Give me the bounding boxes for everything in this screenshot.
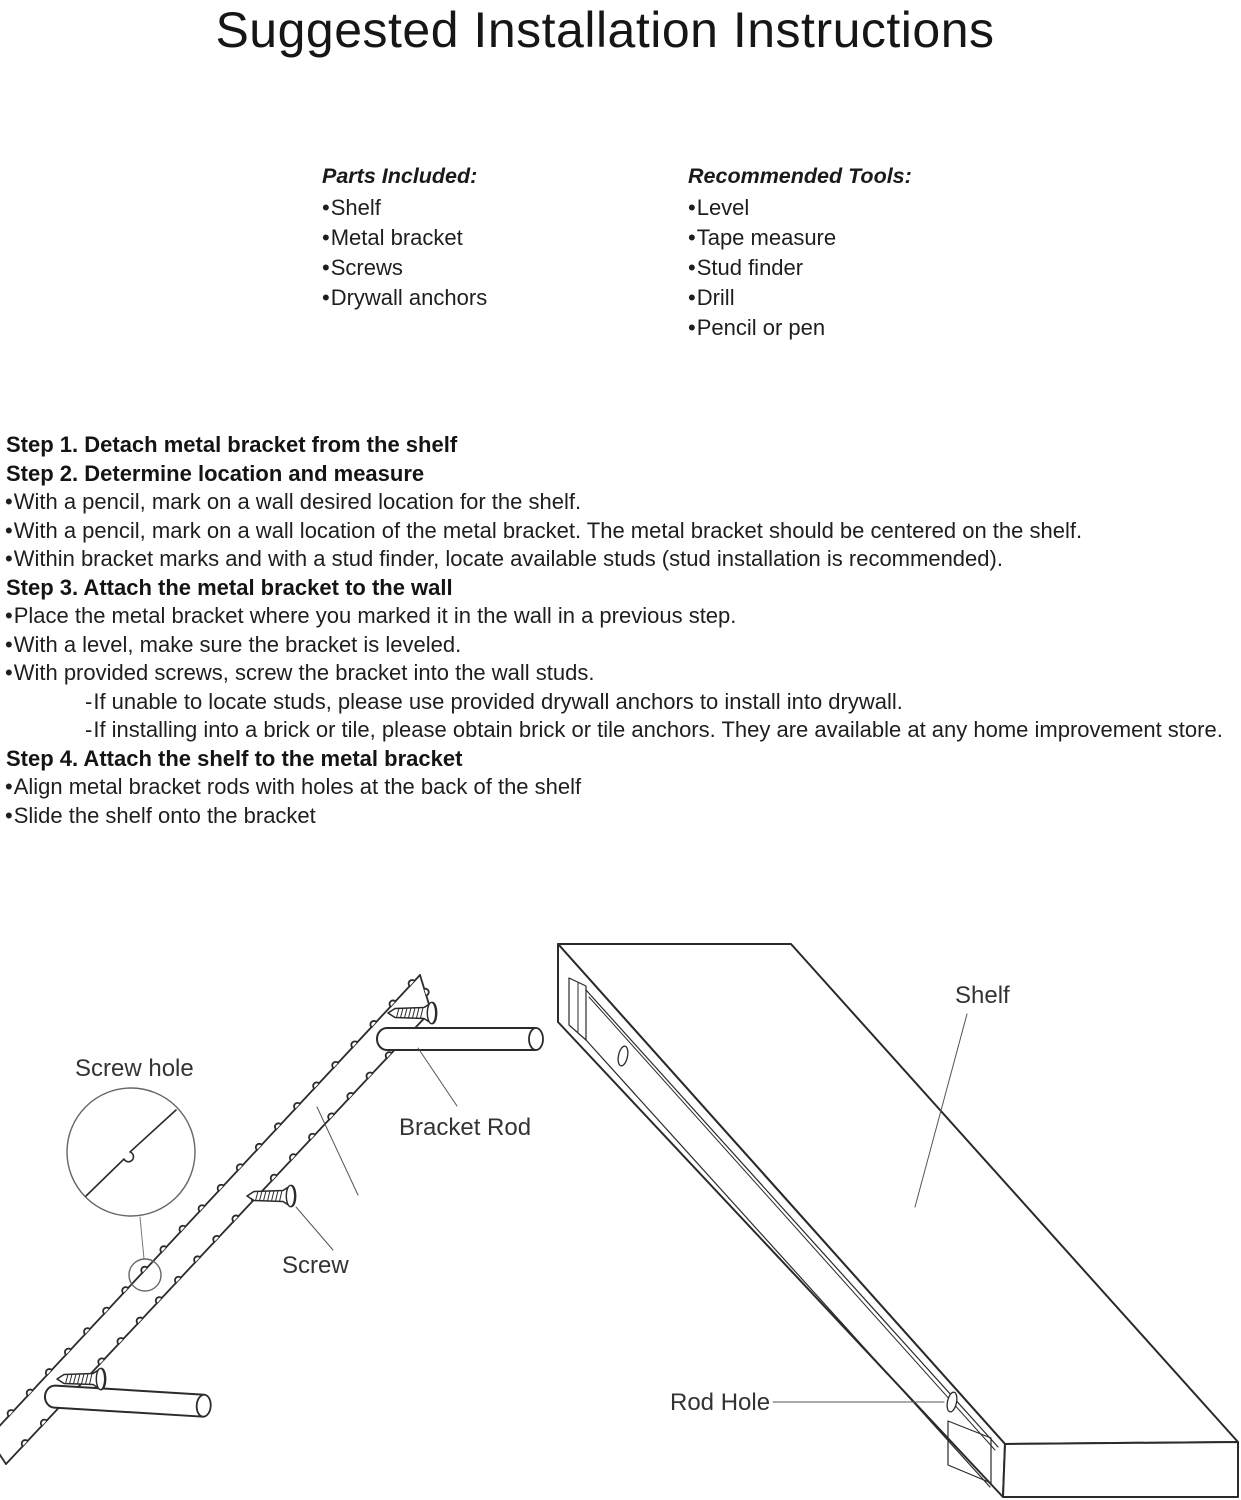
bracket-bottom-cut bbox=[0, 1434, 6, 1464]
step-item bbox=[5, 602, 1241, 631]
step-text: With a level, make sure the bracket is leveled. bbox=[13, 631, 462, 657]
rod-hole-label: Rod Hole bbox=[670, 1389, 771, 1416]
bracket-rod-leader-line bbox=[418, 1048, 457, 1106]
step-text: With provided screws, screw the bracket into the wall studs. bbox=[13, 660, 595, 685]
step-text: Within bracket marks and with a stud finder, locate available studs (stud installation is recommended). bbox=[13, 546, 1003, 571]
step-text: Align metal bracket rods with holes at the back of the shelf bbox=[13, 774, 582, 799]
list-item-label: Level bbox=[696, 195, 750, 220]
step-item bbox=[5, 631, 1241, 660]
step-prefix: - bbox=[85, 688, 93, 714]
list-item bbox=[688, 253, 912, 283]
screw-label: Screw bbox=[282, 1252, 349, 1279]
recommended-tools-list bbox=[688, 163, 912, 343]
list-item bbox=[322, 283, 487, 313]
bracket-upper-edge bbox=[0, 975, 420, 1434]
list-item bbox=[322, 223, 487, 253]
list-item bbox=[688, 313, 912, 343]
step-heading bbox=[5, 745, 1241, 774]
page-title: Suggested Installation Instructions bbox=[215, 2, 995, 58]
shelf-drawing bbox=[558, 944, 1238, 1497]
bullet-glyph: • bbox=[688, 225, 696, 250]
assembly-diagram bbox=[0, 900, 1241, 1500]
magnifier-leader-line bbox=[140, 1217, 144, 1259]
step-prefix: • bbox=[5, 802, 13, 828]
step-item bbox=[5, 488, 1241, 517]
bullet-glyph: • bbox=[322, 285, 330, 310]
step-prefix: • bbox=[5, 546, 13, 571]
step-heading bbox=[5, 431, 1241, 460]
list-item bbox=[322, 253, 487, 283]
bullet-glyph: • bbox=[322, 195, 330, 220]
step-prefix: • bbox=[5, 517, 13, 543]
step-text: Step 2. Determine location and measure bbox=[6, 460, 425, 486]
magnified-screw-hole bbox=[86, 1110, 176, 1196]
step-prefix: • bbox=[5, 603, 13, 628]
step-text: Slide the shelf onto the bracket bbox=[13, 802, 316, 828]
step-text: Step 1. Detach metal bracket from the shelf bbox=[6, 432, 458, 457]
step-item bbox=[5, 716, 1241, 745]
screw-top bbox=[388, 1002, 437, 1023]
list-item bbox=[688, 193, 912, 223]
step-text: If installing into a brick or tile, please obtain brick or tile anchors. They are available at any home improvement store. bbox=[93, 717, 1223, 742]
step-heading bbox=[5, 460, 1241, 489]
list-item-label: Drywall anchors bbox=[330, 285, 488, 310]
step-prefix: • bbox=[5, 660, 13, 685]
installation-steps bbox=[5, 431, 1241, 830]
step-item bbox=[5, 688, 1241, 717]
step-prefix: • bbox=[5, 774, 13, 799]
bracket-rod-bottom bbox=[44, 1385, 211, 1417]
list-item bbox=[688, 223, 912, 253]
list-item bbox=[322, 193, 487, 223]
step-text: Place the metal bracket where you marked it in the wall in a previous step. bbox=[13, 603, 737, 628]
step-text: If unable to locate studs, please use provided drywall anchors to install into drywall. bbox=[93, 688, 903, 714]
tools-heading: Recommended Tools: bbox=[688, 164, 912, 188]
screw-leader-line bbox=[296, 1207, 333, 1250]
screw-hole-label: Screw hole bbox=[75, 1055, 194, 1082]
step-item bbox=[5, 517, 1241, 546]
step-item bbox=[5, 659, 1241, 688]
list-item-label: Shelf bbox=[330, 195, 381, 220]
step-text: With a pencil, mark on a wall desired location for the shelf. bbox=[13, 489, 582, 514]
list-item-label: Tape measure bbox=[696, 225, 837, 250]
step-prefix: • bbox=[5, 631, 13, 657]
bracket-rod-top bbox=[377, 1028, 543, 1050]
list-item-label: Pencil or pen bbox=[696, 315, 826, 340]
step-prefix: - bbox=[85, 717, 93, 742]
bracket-face-leader-line bbox=[317, 1107, 358, 1195]
step-heading bbox=[5, 574, 1241, 603]
step-item bbox=[5, 773, 1241, 802]
bullet-glyph: • bbox=[688, 255, 696, 280]
bullet-glyph: • bbox=[322, 255, 330, 280]
list-item-label: Stud finder bbox=[696, 255, 804, 280]
parts-included-list bbox=[322, 163, 487, 313]
bullet-glyph: • bbox=[688, 285, 696, 310]
list-item-label: Drill bbox=[696, 285, 735, 310]
bullet-glyph: • bbox=[688, 315, 696, 340]
list-item-label: Metal bracket bbox=[330, 225, 463, 250]
step-item bbox=[5, 545, 1241, 574]
screw-hole-magnifier bbox=[67, 1088, 195, 1291]
screw-middle bbox=[247, 1185, 296, 1206]
step-text: Step 3. Attach the metal bracket to the wall bbox=[6, 574, 453, 600]
shelf-front-face bbox=[1003, 1442, 1238, 1497]
step-text: Step 4. Attach the shelf to the metal bracket bbox=[6, 745, 463, 771]
list-item bbox=[688, 283, 912, 313]
shelf-label: Shelf bbox=[955, 982, 1010, 1009]
step-text: With a pencil, mark on a wall location of the metal bracket. The metal bracket should be centered on the shelf. bbox=[13, 517, 1083, 543]
step-item bbox=[5, 802, 1241, 831]
bullet-glyph: • bbox=[322, 225, 330, 250]
parts-heading: Parts Included: bbox=[322, 164, 478, 188]
list-item-label: Screws bbox=[330, 255, 403, 280]
tools-items bbox=[688, 193, 912, 343]
parts-items bbox=[322, 193, 487, 313]
step-prefix: • bbox=[5, 489, 13, 514]
bracket-rod-label: Bracket Rod bbox=[399, 1114, 532, 1141]
bullet-glyph: • bbox=[688, 195, 696, 220]
screw-hole-callout-circle bbox=[129, 1259, 161, 1291]
